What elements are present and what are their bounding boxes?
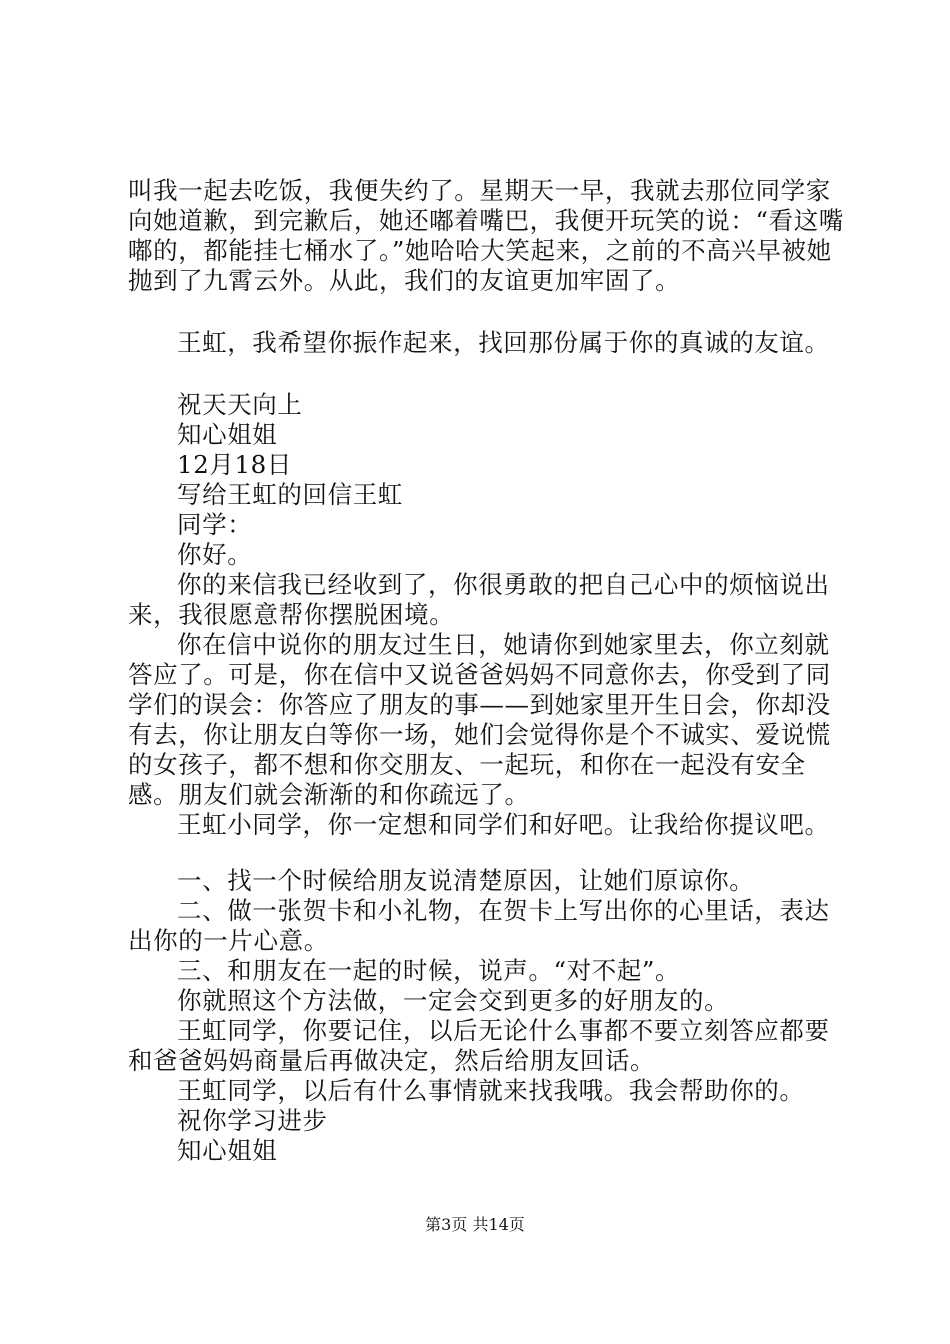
paragraph-received-letter: 你的来信我已经收到了，你很勇敢的把自己心中的烦恼说出来，我很愿意帮你摆脱困境。: [128, 570, 830, 629]
document-body: [128, 176, 848, 1166]
page-number-footer: 第3页 共14页: [425, 1215, 525, 1234]
letter-title: 写给王虹的回信王虹: [177, 480, 403, 509]
closing-wish: 祝天天向上: [177, 390, 303, 419]
paragraph-offer-help: 王虹同学，以后有什么事情就来找我哦。我会帮助你的。: [177, 1076, 805, 1105]
salutation: 同学：: [177, 510, 253, 539]
paragraph-apology-story: 叫我一起去吃饭，我便失约了。星期天一早，我就去那位同学家向她道歉，到完歉后，她还嘟着嘴巴，我便开玩笑的说：“看这嘴嘟的，都能挂七桶水了。”她哈哈大笑起来，之前的不高兴早被她抛到了九霄云外。从此，我们的友谊更加牢固了。: [128, 176, 844, 295]
suggestion-item-1: 一、找一个时候给朋友说清楚原因，让她们原谅你。: [177, 866, 755, 895]
date-line: 12月18日: [177, 450, 292, 479]
paragraph-suggestion-intro: 王虹小同学，你一定想和同学们和好吧。让我给你提议吧。: [177, 810, 830, 839]
paragraph-situation: 你在信中说你的朋友过生日，她请你到她家里去，你立刻就答应了。可是，你在信中又说爸爸妈妈不同意你去，你受到了同学们的误会：你答应了朋友的事——到她家里开生日会，你却没有去，你让朋友白等你一场，她们会觉得你是个不诚实、爱说慌的女孩子，都不想和你交朋友、一起玩，和你在一起没有安全感。朋友们就会渐渐的和你疏远了。: [128, 630, 831, 809]
paragraph-encouragement: 王虹，我希望你振作起来，找回那份属于你的真诚的友谊。: [177, 328, 830, 357]
paragraph-follow-method: 你就照这个方法做，一定会交到更多的好朋友的。: [177, 986, 730, 1015]
closing-wish-study: 祝你学习进步: [177, 1106, 328, 1135]
paragraph-remember: 王虹同学，你要记住，以后无论什么事都不要立刻答应都要和爸爸妈妈商量后再做决定，然后给朋友回话。: [128, 1016, 830, 1075]
signature: 知心姐姐: [177, 420, 278, 449]
suggestion-item-3: 三、和朋友在一起的时候，说声。“对不起”。: [177, 956, 681, 985]
signature-final: 知心姐姐: [177, 1136, 278, 1165]
suggestion-item-2: 二、做一张贺卡和小礼物，在贺卡上写出你的心里话，表达出你的一片心意。: [128, 896, 830, 955]
greeting: 你好。: [177, 540, 253, 569]
